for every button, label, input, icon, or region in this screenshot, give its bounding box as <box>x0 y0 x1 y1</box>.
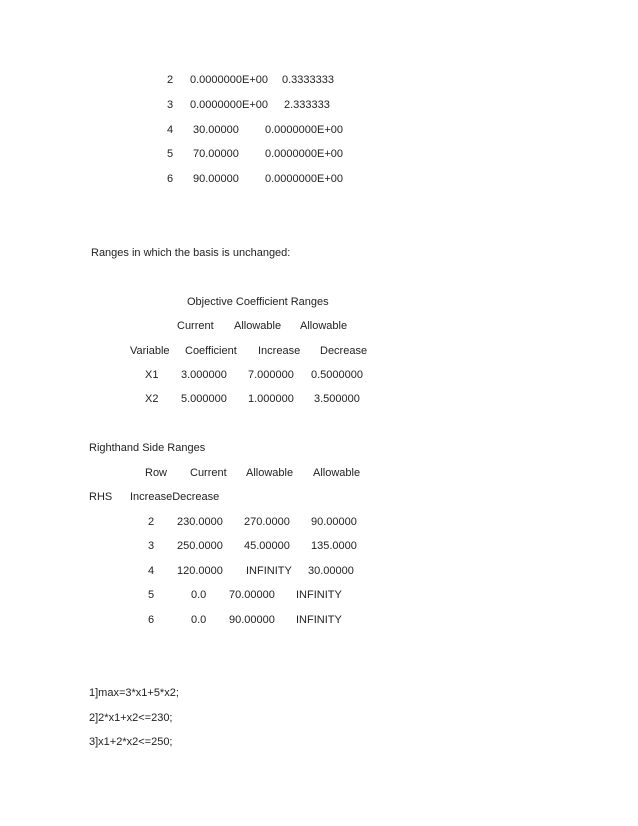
objective-row-decrease: 3.500000 <box>314 393 360 405</box>
rhs-row-decrease: 30.00000 <box>308 565 354 577</box>
dual-row-slack: 70.00000 <box>193 148 239 160</box>
rhs-ranges-title: Righthand Side Ranges <box>89 442 206 454</box>
ranges-heading: Ranges in which the basis is unchanged: <box>91 247 291 259</box>
rhs-row-increase: 90.00000 <box>229 614 275 626</box>
rhs-row-increase: 270.0000 <box>244 516 290 528</box>
objective-row-increase: 7.000000 <box>248 369 294 381</box>
model-line: 3]x1+2*x2<=250; <box>89 736 173 748</box>
rhs-row-label: 6 <box>148 614 155 626</box>
dual-row-label: 5 <box>167 148 174 160</box>
objective-ranges-title: Objective Coefficient Ranges <box>187 296 329 308</box>
rhs-row-increase: 45.00000 <box>244 540 290 552</box>
objective-header-allowable-dec: Allowable <box>300 320 348 332</box>
objective-header-increase: Increase <box>258 345 301 357</box>
dual-row-slack: 0.0000000E+00 <box>190 99 268 111</box>
rhs-row-current: 230.0000 <box>177 516 223 528</box>
objective-header-variable: Variable <box>130 345 170 357</box>
dual-row-label: 6 <box>167 173 174 185</box>
rhs-header-row: Row <box>145 467 168 479</box>
objective-row-coefficient: 5.000000 <box>181 393 227 405</box>
rhs-row-current: 120.0000 <box>177 565 223 577</box>
objective-header-current: Current <box>177 320 214 332</box>
rhs-row-label: 2 <box>148 516 155 528</box>
rhs-row-increase: INFINITY <box>246 565 292 577</box>
dual-row-price: 2.333333 <box>284 99 330 111</box>
rhs-header-current: Current <box>190 467 227 479</box>
rhs-row-current: 0.0 <box>191 589 207 601</box>
objective-header-decrease: Decrease <box>320 345 368 357</box>
objective-header-allowable-inc: Allowable <box>234 320 282 332</box>
rhs-header-allowable-dec: Allowable <box>313 467 361 479</box>
dual-row-price: 0.3333333 <box>282 74 334 86</box>
objective-row-decrease: 0.5000000 <box>311 369 363 381</box>
dual-row-label: 3 <box>167 99 174 111</box>
objective-row-variable: X1 <box>145 369 159 381</box>
dual-row-price: 0.0000000E+00 <box>265 124 343 136</box>
rhs-row-label: 3 <box>148 540 155 552</box>
dual-row-price: 0.0000000E+00 <box>265 148 343 160</box>
dual-row-label: 2 <box>167 74 174 86</box>
rhs-row-label: 4 <box>148 565 155 577</box>
model-line: 2]2*x1+x2<=230; <box>89 712 173 724</box>
objective-row-variable: X2 <box>145 393 159 405</box>
rhs-row-current: 250.0000 <box>177 540 223 552</box>
objective-row-coefficient: 3.000000 <box>181 369 227 381</box>
rhs-row-current: 0.0 <box>191 614 207 626</box>
dual-row-price: 0.0000000E+00 <box>265 173 343 185</box>
model-line: 1]max=3*x1+5*x2; <box>89 687 179 699</box>
rhs-row-decrease: 90.00000 <box>311 516 357 528</box>
rhs-row-decrease: 135.0000 <box>311 540 357 552</box>
rhs-row-label: 5 <box>148 589 155 601</box>
rhs-row-decrease: INFINITY <box>296 614 342 626</box>
dual-row-slack: 0.0000000E+00 <box>190 74 268 86</box>
dual-row-slack: 90.00000 <box>193 173 239 185</box>
rhs-header-increase-decrease: IncreaseDecrease <box>130 491 220 503</box>
objective-header-coefficient: Coefficient <box>185 345 237 357</box>
rhs-header-allowable-inc: Allowable <box>246 467 294 479</box>
objective-row-increase: 1.000000 <box>248 393 294 405</box>
dual-row-label: 4 <box>167 124 174 136</box>
dual-row-slack: 30.00000 <box>193 124 239 136</box>
rhs-row-increase: 70.00000 <box>229 589 275 601</box>
rhs-header-rhs: RHS <box>89 491 113 503</box>
rhs-row-decrease: INFINITY <box>296 589 342 601</box>
